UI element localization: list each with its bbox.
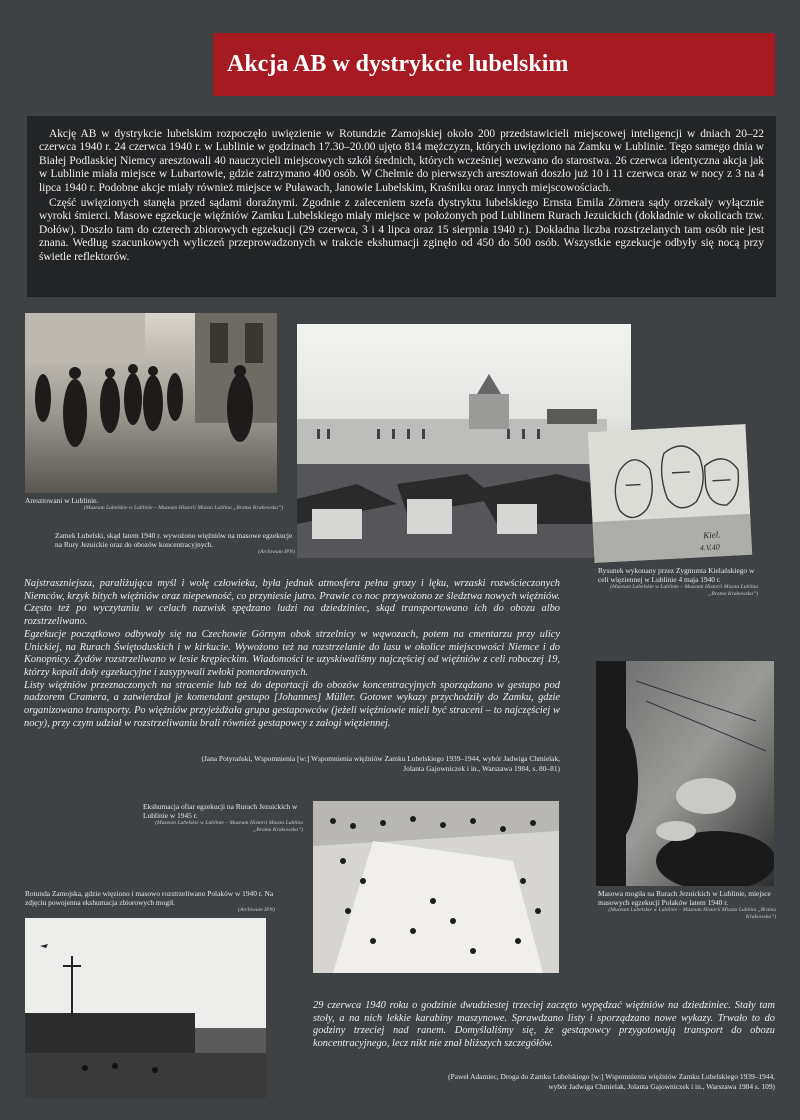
caption-castle [55,531,295,556]
caption-drawing-source: (Muzeum Lubelskie w Lublinie – Muzeum Historii Miasta Lublina „Brama Krakowska”) [610,584,758,597]
intro-paragraph-2: Część uwięzionych stanęła przed sądami doraźnymi. Zgodnie z zaleceniem szefa dystryktu lubelskiego Ernsta Emila Zörnera sądy orzekały wyłącznie wyroki śmierci. Masowe egzekucje więźniów Zamku Lubelskiego miały miejsce w położonych pod Lublinem Rurach Jezuickich (dokładnie w okolicach tzw. Dołów). Doszło tam do czterech zbiorowych egzekucji (29 czerwca, 3 i 4 lipca oraz 15 sierpnia 1940 r.). Dokładna liczba rozstrzelanych tam osób nie jest znana. Według szacunkowych wyliczeń przeprowadzonych w trakcie ekshumacji zginęło od 450 do 500 osób. Wszystkie egzekucje odbyły się nocą przy świetle reflektorów. [39,197,764,263]
caption-rotunda-text: Rotunda Zamojska, gdzie więziono i masowo rozstrzeliwano Polaków w 1940 r. Na zdjęciu powojenna ekshumacja zbiorowych mogił. [25,889,274,907]
caption-mass-grave-source: (Muzeum Lubelskie w Lublinie – Muzeum Historii Miasta Lublina „Brama Krakowska”) [608,907,776,920]
caption-exhumation [143,802,303,834]
caption-castle-source: (Archiwum IPN) [258,549,295,555]
photo-arrested [25,313,277,493]
citation-adamiec-line1: (Paweł Adamiec, Droga do Zamku Lubelskiego [w:] Wspomnienia więźniów Zamku Lubelskiego 1939–1944, [448,1072,775,1081]
caption-mass-grave [598,889,776,921]
quote2-text: 29 czerwca 1940 roku o godzinie dwudziestej trzeciej zaczęto wypędzać więźniów na dziedziniec. Stały tam stoły, a na nich lekkie karabiny maszynowe. Sprawdzano listy i sporządzano nowe wykazy. Trwało to do godziny trzeciej nad ranem. Domyślaliśmy się, że gestapowcy przygotowują transport do obozu koncentracyjnego, lecz nikt nie znał bliższych szczegółów. [313,1000,775,1050]
caption-drawing-text: Rysunek wykonany przez Zygmunta Kielańskiego w celi więziennej w Lublinie 4 maja 1940 r. [598,566,755,584]
intro-box [27,116,776,297]
photo-exhumation [313,801,559,973]
quote-potyranski [24,578,560,730]
page-title: Akcja AB w dystrykcie lubelskim [213,33,775,96]
intro-paragraph-1: Akcję AB w dystrykcie lubelskim rozpoczęło uwięzienie w Rotundzie Zamojskiej około 200 przedstawicieli miejscowej inteligencji w dniach 20–22 czerwca 1940 r. 24 czerwca 1940 r. w Lublinie w godzinach 17.30–20.00 ujęto 814 mężczyzn, których uwięziono na Zamku w Lublinie. Tego samego dnia w Białej Podlaskiej Niemcy aresztowali 40 nauczycieli miejscowych szkół średnich, których wcześniej wezwano do starostwa. 26 czerwca identyczna akcja jak w Lublinie miała miejsce w Lubartowie, gdzie zatrzymano 400 osób. W Chełmie do pierwszych aresztowań doszło już 10 i 11 czerwca oraz w nocy z 3 na 4 lipca 1940 r. Podobne akcje miały również miejsce w Puławach, Janowie Lubelskim, Kraśniku oraz innych miejscowościach. [39,128,764,194]
quote1-paragraph-3: Listy więźniów przeznaczonych na stracenie lub też do deportacji do obozów koncentracyjnych sporządzano w gestapo pod nadzorem Cramera, a zatwierdzał je komendant gestapo [Johannes] Müller. Gotowe wykazy przychodziły do Zamku, gdzie organizowano transporty. Po więźniów przyjeżdżała grupa gestapowców (jeżeli więźniowie mieli być straceni – to najczęściej w nocy), przy czym udział w rozstrzeliwaniu brali również gestapowcy z załogi więziennej. [24,679,560,729]
caption-rotunda-source: (Archiwum IPN) [238,907,275,913]
photo-mass-grave [596,661,774,886]
caption-drawing [598,566,758,598]
caption-rotunda [25,889,275,914]
citation-potyranski [60,754,560,774]
photo-castle [297,324,631,558]
quote-adamiec [313,1000,775,1051]
quote1-paragraph-1: Najstraszniejsza, paraliżująca myśl i wolę człowieka, była jednak atmosfera pełna grozy i lęku, wrzaski rozwścieczonych Niemców, krzyk bitych więźniów oraz niepewność, co przyniesie jutro. Prawie co noc przywożono ze śledztwa nowych więźniów. Często też po wyczytaniu w celach nazwisk spędzano ludzi na dziedziniec, skąd transportowano ich do obozu albo rozstrzeliwano. [24,578,560,628]
caption-exhumation-source: (Muzeum Lubelskie w Lublinie – Muzeum Historii Miasta Lublina „Brama Krakowska”) [155,820,303,833]
caption-arrested-text: Aresztowani w Lublinie. [25,496,99,505]
caption-mass-grave-text: Masowa mogiła na Rurach Jezuickich w Lublinie, miejsce masowych egzekucji Polaków latem 1940 r. [598,889,771,907]
caption-exhumation-text: Ekshumacja ofiar egzekucji na Rurach Jezuickich w Lublinie w 1945 r. [143,802,298,820]
photo-drawing [588,424,753,563]
caption-castle-text: Zamek Lubelski, skąd latem 1940 r. wywożono więźniów na masowe egzekucje na Rury Jezuickie oraz do obozów koncentracyjnych. [55,531,293,549]
citation-adamiec [330,1072,775,1092]
caption-arrested [25,496,283,512]
citation-potyranski-line1: (Jana Potyrański, Wspomnienia [w:] Wspomnienia więźniów Zamku Lubelskiego 1939–1944, wybór Jadwiga Chmielak, [201,754,560,763]
drawing-signature: Kiel. [702,529,721,541]
caption-arrested-source: (Muzeum Lubelskie w Lublinie – Muzeum Historii Miasta Lublina „Brama Krakowska”) [83,505,283,511]
photo-rotunda [25,918,266,1098]
quote1-paragraph-2: Egzekucje początkowo odbywały się na Czechowie Górnym obok strzelnicy w wąwozach, potem na cmentarzu przy ulicy Unickiej, na Rurach Świętoduskich i w kirkucie. Wywożono też na rozstrzelanie do lasu w okolice miejscowości Niemce i do Konopnicy. Żydów rozstrzeliwano w lesie krępieckim. Wiadomości te uzyskiwaliśmy najczęściej od więźniów z celi roboczej 19, którzy kopali doły egzekucyjne i zasypywali zwłoki pomordowanych. [24,628,560,678]
citation-adamiec-line2: wybór Jadwiga Chmielak, Jolanta Gajowniczek i in., Warszawa 1984 s. 109) [548,1082,775,1091]
drawing-date: 4.V.40 [699,542,720,553]
citation-potyranski-line2: Jolanta Gajowniczek i in., Warszawa 1984, s. 80–81) [403,764,560,773]
